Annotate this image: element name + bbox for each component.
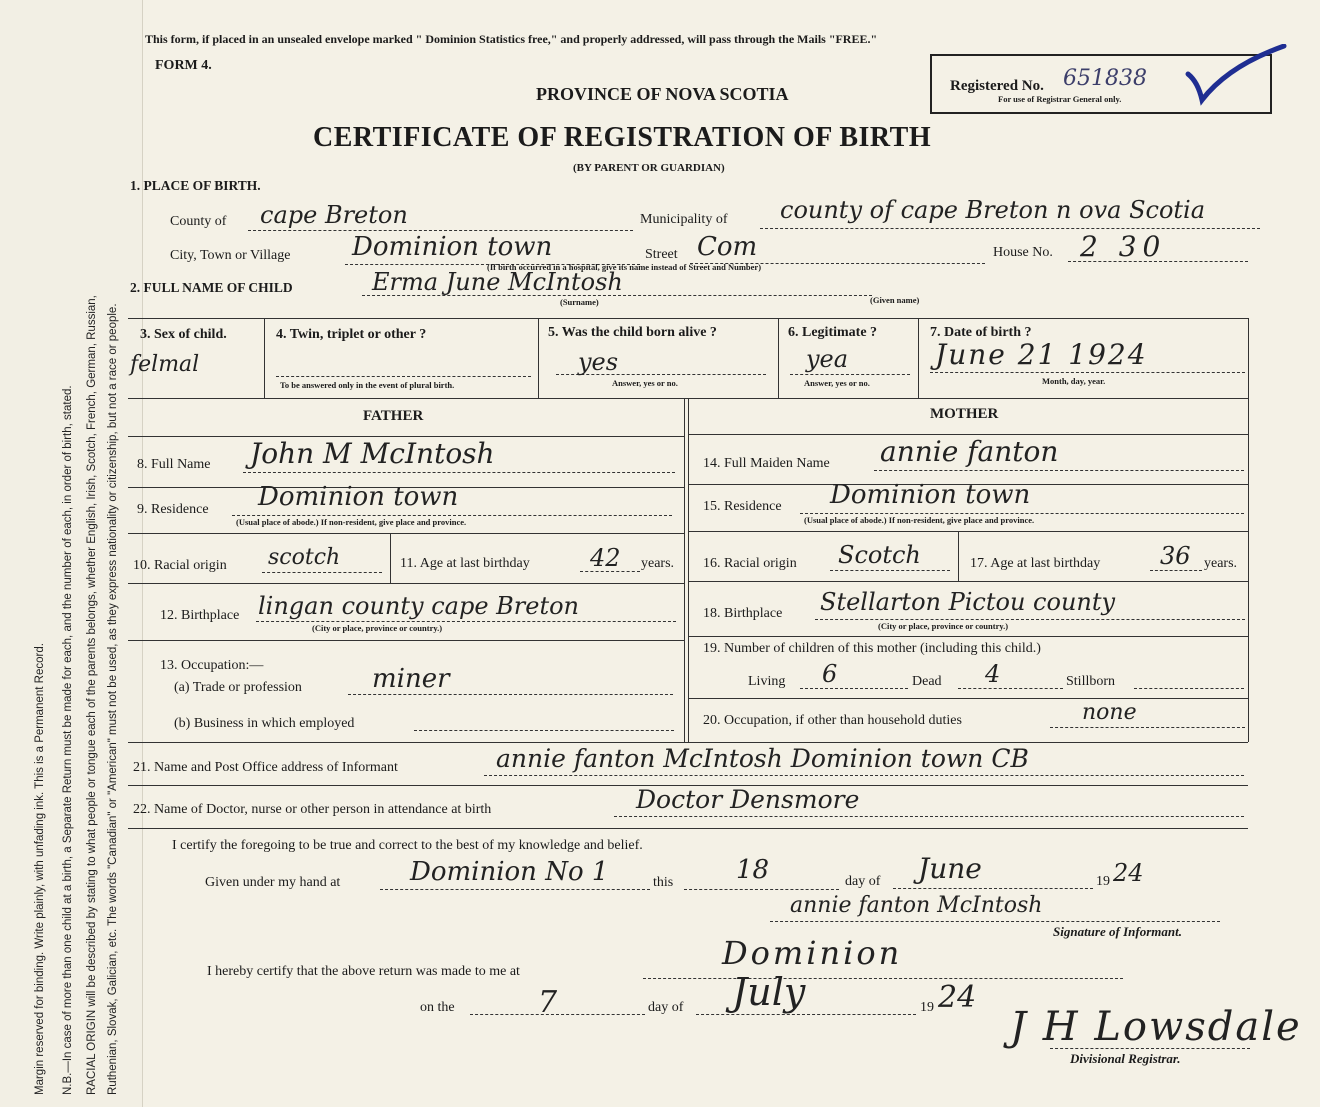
mother-name-label: 14. Full Maiden Name: [703, 456, 830, 471]
father-residence-value: Dominion town: [258, 482, 459, 512]
registrar-year-prefix: 19: [920, 1000, 934, 1015]
father-heading: FATHER: [363, 408, 424, 424]
city-label: City, Town or Village: [170, 248, 291, 263]
mother-birthplace-note: (City or place, province or country.): [878, 621, 1009, 631]
twin-label: 4. Twin, triplet or other ?: [276, 327, 427, 342]
registrar-signature-label: Divisional Registrar.: [1070, 1051, 1181, 1066]
house-number-value: 2 30: [1080, 230, 1167, 263]
registered-label: Registered No.: [950, 78, 1044, 94]
margin-instructions-4: Ruthenian, Slovak, Galician, etc. The words "Canadian" or "American" must not be used, as they express nationality or citizenship, but not a race or people.: [107, 303, 119, 1095]
sex-label: 3. Sex of child.: [140, 327, 227, 342]
registrar-signature: J H Lowsdale: [1010, 1004, 1302, 1050]
municipality-value: county of cape Breton n ova Scotia: [780, 196, 1206, 224]
father-racial-label: 10. Racial origin: [133, 558, 227, 573]
doctor-value: Doctor Densmore: [636, 785, 860, 814]
county-label: County of: [170, 214, 227, 229]
registrar-day-value: 7: [538, 985, 558, 1020]
mother-residence-note: (Usual place of abode.) If non-resident, give place and province.: [804, 515, 1035, 525]
given-month-value: June: [918, 852, 982, 885]
father-birthplace-label: 12. Birthplace: [160, 608, 240, 623]
mother-occupation-label: 20. Occupation, if other than household duties: [703, 713, 962, 728]
mother-age-value: 36: [1160, 542, 1191, 570]
father-age-value: 42: [590, 544, 621, 572]
informant-signature: annie fanton McIntosh: [790, 893, 1043, 918]
given-under-label: Given under my hand at: [205, 875, 341, 890]
city-value: Dominion town: [352, 232, 553, 262]
living-label: Living: [748, 674, 786, 689]
father-name-label: 8. Full Name: [137, 457, 211, 472]
father-racial-value: scotch: [268, 545, 341, 570]
registered-number: 651838: [1063, 66, 1147, 91]
registrar-use-note: For use of Registrar General only.: [998, 94, 1122, 104]
given-dayof-label: day of: [845, 874, 881, 889]
registrar-on-label: on the: [420, 1000, 455, 1015]
dob-note: Month, day, year.: [1042, 376, 1106, 386]
margin-instructions-2: N.B.—In case of more than one child at a birth, a Separate Return must be made for each, and the number of each, in order of birth, stated.: [62, 385, 74, 1095]
municipality-label: Municipality of: [640, 212, 728, 227]
legitimate-note: Answer, yes or no.: [804, 378, 870, 388]
father-trade-label: (a) Trade or profession: [174, 680, 302, 695]
given-name-note: (Given name): [870, 295, 920, 305]
given-year-value: 24: [1113, 859, 1144, 887]
mother-racial-label: 16. Racial origin: [703, 556, 797, 571]
place-of-birth-heading: 1. PLACE OF BIRTH.: [130, 178, 261, 193]
living-value: 6: [822, 660, 838, 688]
given-place-value: Dominion No 1: [410, 857, 609, 887]
father-birthplace-note: (City or place, province or country.): [312, 623, 443, 633]
hospital-note: (If birth occurred in a hospital, give its name instead of Street and Number): [487, 262, 762, 272]
informant-signature-label: Signature of Informant.: [1053, 924, 1182, 939]
registration-number-box: [930, 54, 1272, 114]
mother-birthplace-label: 18. Birthplace: [703, 606, 783, 621]
surname-note: (Surname): [560, 297, 599, 307]
given-day-value: 18: [736, 855, 770, 885]
legitimate-value: yea: [806, 345, 849, 373]
this-label: this: [653, 875, 674, 890]
alive-note: Answer, yes or no.: [612, 378, 678, 388]
registrar-year-value: 24: [938, 980, 977, 1015]
province-title: PROVINCE OF NOVA SCOTIA: [536, 84, 789, 104]
sex-value: felmal: [130, 352, 200, 377]
registrar-statement: I hereby certify that the above return was made to me at: [207, 964, 520, 979]
certify-statement: I certify the foregoing to be true and correct to the best of my knowledge and belief.: [172, 838, 643, 853]
registrar-place-value: Dominion: [722, 934, 903, 972]
dead-value: 4: [985, 660, 1001, 688]
father-birthplace-value: lingan county cape Breton: [258, 592, 580, 620]
form-number: FORM 4.: [155, 58, 212, 73]
given-year-prefix: 19: [1096, 874, 1110, 889]
father-trade-value: miner: [372, 664, 450, 694]
father-residence-note: (Usual place of abode.) If non-resident, give place and province.: [236, 517, 467, 527]
binding-margin: [0, 0, 143, 1107]
mother-children-label: 19. Number of children of this mother (including this child.): [703, 641, 1041, 656]
father-years-label: years.: [641, 556, 675, 571]
mail-notice: This form, if placed in an unsealed envelope marked " Dominion Statistics free," and properly addressed, will pass through the Mails "FREE.": [145, 32, 878, 46]
mother-residence-label: 15. Residence: [703, 499, 782, 514]
informant-value: annie fanton McIntosh Dominion town CB: [496, 744, 1029, 773]
mother-residence-value: Dominion town: [830, 480, 1031, 510]
page-title: CERTIFICATE OF REGISTRATION OF BIRTH: [313, 122, 932, 153]
father-business-label: (b) Business in which employed: [174, 716, 355, 731]
child-name-value: Erma June McIntosh: [372, 268, 623, 296]
child-name-label: 2. FULL NAME OF CHILD: [130, 280, 293, 295]
doctor-label: 22. Name of Doctor, nurse or other person in attendance at birth: [133, 802, 492, 817]
margin-instructions-3: RACIAL ORIGIN will be described by stating to what people or tongue each of the parents belongs, whether English, Irish, Scotch, French, German, Russian,: [86, 295, 98, 1095]
mother-age-label: 17. Age at last birthday: [970, 556, 1101, 571]
father-age-label: 11. Age at last birthday: [400, 556, 530, 571]
dead-label: Dead: [912, 674, 942, 689]
county-value: cape Breton: [260, 201, 408, 229]
alive-label: 5. Was the child born alive ?: [548, 325, 717, 340]
street-label: Street: [645, 247, 678, 262]
father-occupation-label: 13. Occupation:—: [160, 658, 264, 673]
checkmark-icon: [1180, 44, 1290, 114]
mother-racial-value: Scotch: [838, 541, 921, 569]
page-subtitle: (BY PARENT OR GUARDIAN): [573, 162, 725, 174]
father-name-value: John M McIntosh: [250, 437, 495, 470]
registrar-month-value: July: [732, 970, 806, 1014]
mother-occupation-value: none: [1082, 700, 1137, 725]
margin-instructions-1: Margin reserved for binding. Write plainly, with unfading ink. This is a Permanent Record.: [34, 643, 46, 1095]
street-value: Com: [697, 232, 758, 262]
twin-note: To be answered only in the event of plural birth.: [280, 380, 455, 390]
mother-birthplace-value: Stellarton Pictou county: [820, 588, 1116, 616]
mother-years-label: years.: [1204, 556, 1238, 571]
dob-label: 7. Date of birth ?: [930, 325, 1032, 340]
house-number-label: House No.: [993, 245, 1053, 260]
informant-label: 21. Name and Post Office address of Informant: [133, 760, 398, 775]
stillborn-label: Stillborn: [1066, 674, 1116, 689]
mother-heading: MOTHER: [930, 406, 999, 422]
registrar-dayof-label: day of: [648, 1000, 684, 1015]
father-residence-label: 9. Residence: [137, 502, 209, 517]
legitimate-label: 6. Legitimate ?: [788, 325, 878, 340]
alive-value: yes: [578, 348, 619, 376]
dob-value: June 21 1924: [935, 338, 1148, 371]
mother-name-value: annie fanton: [880, 435, 1059, 468]
